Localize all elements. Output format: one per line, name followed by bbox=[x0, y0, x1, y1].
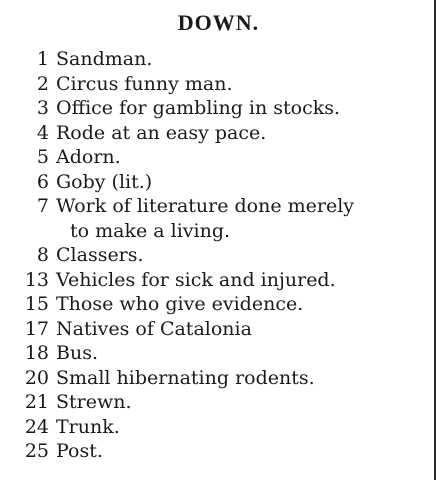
clue-number: 18 bbox=[24, 342, 49, 364]
clue-number: 2 bbox=[36, 72, 49, 95]
clue-text: Adorn. bbox=[56, 146, 121, 168]
clue-text bbox=[56, 194, 354, 243]
clue-item bbox=[0, 145, 430, 170]
clue-number: 24 bbox=[24, 415, 49, 438]
clue-text: Circus funny man. bbox=[56, 72, 233, 95]
clue-item bbox=[0, 292, 430, 317]
clue-text-continuation: to make a living. bbox=[70, 219, 231, 242]
clue-number: 17 bbox=[24, 317, 49, 340]
clue-text: Sandman. bbox=[56, 48, 153, 70]
clue-text: Bus. bbox=[56, 342, 98, 364]
clue-item bbox=[0, 72, 430, 97]
clue-item bbox=[0, 415, 430, 440]
clue-text: Rode at an easy pace. bbox=[56, 121, 267, 144]
clue-item bbox=[0, 366, 430, 391]
clue-text-line: Work of literature done merely bbox=[56, 195, 355, 217]
clue-number: 15 bbox=[24, 293, 49, 315]
clue-number: 6 bbox=[36, 170, 49, 193]
clue-item bbox=[0, 268, 430, 293]
clue-text: Goby (lit.) bbox=[56, 170, 153, 193]
clue-number: 4 bbox=[36, 121, 49, 144]
clue-number: 13 bbox=[24, 268, 49, 291]
clue-item bbox=[0, 317, 430, 342]
clue-list bbox=[0, 47, 430, 464]
section-heading: DOWN. bbox=[177, 10, 260, 35]
clue-number: 21 bbox=[24, 391, 49, 413]
clue-number: 1 bbox=[36, 48, 49, 70]
clue-item bbox=[0, 439, 430, 464]
clue-item bbox=[0, 390, 430, 415]
clue-item bbox=[0, 47, 430, 72]
clue-item bbox=[0, 341, 430, 366]
clue-text: Classers. bbox=[56, 244, 144, 266]
clue-item bbox=[0, 170, 430, 195]
clue-text: Post. bbox=[56, 440, 103, 462]
clue-number: 20 bbox=[24, 366, 49, 389]
clue-text: Small hibernating rodents. bbox=[56, 366, 315, 389]
clue-item bbox=[0, 121, 430, 146]
clue-number: 7 bbox=[36, 195, 49, 217]
clue-text: Office for gambling in stocks. bbox=[56, 97, 341, 119]
clue-number: 3 bbox=[36, 97, 49, 119]
clue-item bbox=[0, 96, 430, 121]
clue-number: 5 bbox=[36, 146, 49, 168]
clue-text: Strewn. bbox=[56, 391, 132, 413]
clue-text: Trunk. bbox=[56, 415, 120, 438]
clue-text: Natives of Catalonia bbox=[56, 317, 252, 340]
clue-number: 8 bbox=[36, 244, 49, 266]
column-rule bbox=[434, 0, 436, 480]
clue-item bbox=[0, 194, 430, 243]
clue-number: 25 bbox=[24, 440, 49, 462]
clue-text: Those who give evidence. bbox=[56, 293, 304, 315]
clue-item bbox=[0, 243, 430, 268]
clue-text: Vehicles for sick and injured. bbox=[56, 268, 336, 291]
